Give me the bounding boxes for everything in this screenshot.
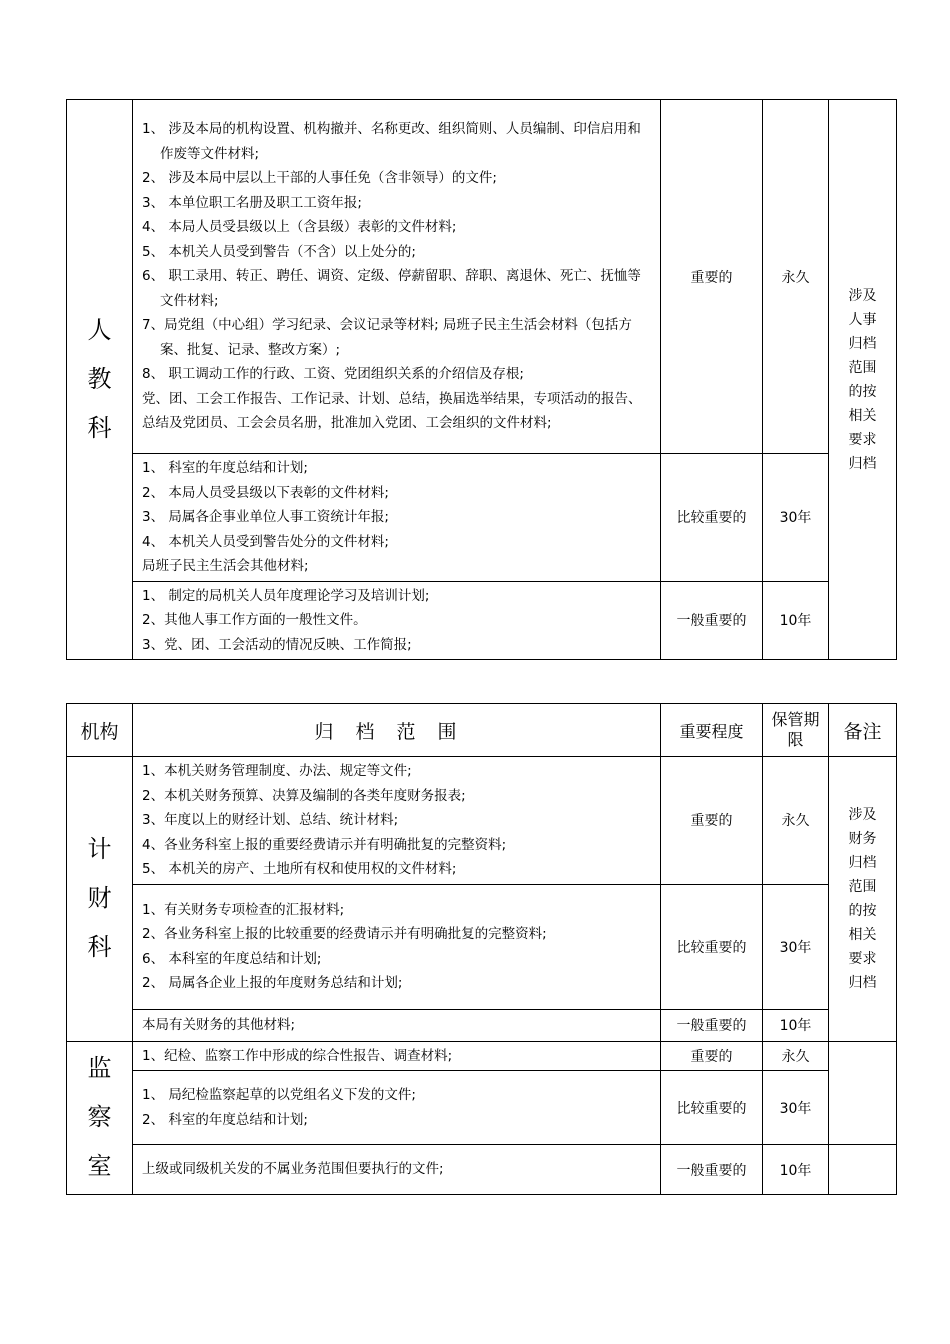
header-retention: 保管期限 — [763, 704, 829, 757]
remark-cell-supervision — [829, 1041, 897, 1145]
list-item: 1、 局纪检监察起草的以党组名义下发的文件; — [142, 1087, 416, 1103]
remark-line: 归档 — [848, 455, 877, 472]
retention-period: 永久 — [763, 1041, 829, 1071]
remark-line: 要求 — [848, 950, 877, 967]
header-scope: 归档范围 — [133, 704, 661, 757]
header-org: 机构 — [67, 704, 133, 757]
list-item: 2、本机关财务预算、决算及编制的各类年度财务报表; — [142, 787, 466, 804]
list-item: 4、各业务科室上报的重要经费请示并有明确批复的完整资料; — [142, 836, 507, 853]
table-row — [67, 1009, 897, 1041]
remark-line: 相关 — [848, 926, 877, 943]
list-item: 2、 本局人员受县级以下表彰的文件材料; — [142, 484, 389, 501]
scope-cell — [133, 1145, 661, 1195]
org-char: 财 — [87, 884, 112, 913]
org-cell-finance — [67, 757, 133, 1042]
list-item: 上级或同级机关发的不属业务范围但要执行的文件; — [142, 1161, 444, 1178]
remark-cell-personnel — [829, 100, 897, 660]
org-char: 察 — [87, 1103, 112, 1132]
list-item: 1、纪检、监察工作中形成的综合性报告、调查材料; — [142, 1047, 453, 1064]
org-char: 监 — [87, 1054, 112, 1083]
retention-period: 30年 — [763, 884, 829, 1009]
importance-level: 重要的 — [661, 100, 763, 454]
list-item: 7、局党组（中心组）学习纪录、会议记录等材料; 局班子民主生活会材料（包括方案、批复、记录、整改方案）; — [142, 317, 632, 358]
list-item: 1、有关财务专项检查的汇报材料; — [142, 901, 345, 918]
scope-cell — [133, 100, 661, 454]
list-item: 2、 科室的年度总结和计划; — [142, 1111, 308, 1128]
remark-line: 的按 — [848, 902, 877, 919]
org-char: 科 — [87, 933, 112, 962]
header-remark: 备注 — [829, 704, 897, 757]
archive-table-personnel — [66, 99, 897, 660]
table-row — [67, 757, 897, 885]
retention-period: 永久 — [763, 100, 829, 454]
remark-line: 人事 — [848, 311, 877, 328]
remark-line: 财务 — [848, 830, 877, 847]
importance-level: 比较重要的 — [661, 1071, 763, 1145]
org-cell-personnel — [67, 100, 133, 660]
remark-line: 范围 — [848, 359, 877, 376]
remark-line: 归档 — [848, 854, 877, 871]
retention-period: 30年 — [763, 1071, 829, 1145]
retention-period: 10年 — [763, 581, 829, 660]
remark-line: 的按 — [848, 383, 877, 400]
importance-level: 重要的 — [661, 757, 763, 885]
list-item: 2、 局属各企业上报的年度财务总结和计划; — [142, 975, 403, 991]
table-row — [67, 581, 897, 660]
list-item: 6、 本科室的年度总结和计划; — [142, 950, 322, 967]
importance-level: 比较重要的 — [661, 884, 763, 1009]
remark-line: 涉及 — [848, 806, 877, 823]
list-item: 1、 科室的年度总结和计划; — [142, 460, 308, 476]
list-item: 2、各业务科室上报的比较重要的经费请示并有明确批复的完整资料; — [142, 926, 547, 942]
org-cell-supervision — [67, 1041, 133, 1195]
list-item: 党、团、工会工作报告、工作记录、计划、总结，换届选举结果，专项活动的报告、总结及党团员、工会会员名册，批准加入党团、工会组织的文件材料; — [142, 390, 642, 432]
list-item: 3、 局属各企事业单位人事工资统计年报; — [142, 509, 389, 525]
table-header-row — [67, 704, 897, 757]
org-char: 教 — [87, 365, 112, 393]
table-row — [67, 454, 897, 582]
list-item: 3、 本单位职工名册及职工工资年报; — [142, 194, 362, 211]
list-item: 3、年度以上的财经计划、总结、统计材料; — [142, 812, 399, 828]
list-item: 1、本机关财务管理制度、办法、规定等文件; — [142, 763, 412, 779]
list-item: 8、 职工调动工作的行政、工资、党团组织关系的介绍信及存根; — [142, 366, 524, 383]
list-item: 5、 本机关的房产、土地所有权和使用权的文件材料; — [142, 861, 457, 877]
list-item: 1、 涉及本局的机构设置、机构撤并、名称更改、组织简则、人员编制、印信启用和作废等文件材料; — [142, 121, 641, 162]
remark-line: 要求 — [848, 431, 877, 448]
table-row — [67, 1041, 897, 1071]
list-item: 局班子民主生活会其他材料; — [142, 558, 309, 574]
org-char: 室 — [87, 1152, 112, 1181]
list-item: 1、 制定的局机关人员年度理论学习及培训计划; — [142, 587, 430, 604]
list-item: 6、 职工录用、转正、聘任、调资、定级、停薪留职、辞职、离退休、死亡、抚恤等文件材料; — [142, 268, 641, 309]
retention-period: 永久 — [763, 757, 829, 885]
scope-cell — [133, 757, 661, 885]
importance-level: 重要的 — [661, 1041, 763, 1071]
table-row — [67, 884, 897, 1009]
header-importance: 重要程度 — [661, 704, 763, 757]
importance-level: 一般重要的 — [661, 1009, 763, 1041]
importance-level: 一般重要的 — [661, 1145, 763, 1195]
remark-line: 范围 — [848, 878, 877, 895]
scope-cell — [133, 884, 661, 1009]
scope-cell — [133, 454, 661, 582]
remark-line: 涉及 — [848, 287, 877, 304]
retention-period: 10年 — [763, 1009, 829, 1041]
list-item: 2、 涉及本局中层以上干部的人事任免（含非领导）的文件; — [142, 170, 497, 187]
org-char: 计 — [87, 835, 112, 864]
list-item: 4、 本局人员受县级以上（含县级）表彰的文件材料; — [142, 219, 457, 236]
scope-cell — [133, 1009, 661, 1041]
archive-table-finance-supervision — [66, 703, 897, 1195]
remark-line: 归档 — [848, 335, 877, 352]
list-item: 3、党、团、工会活动的情况反映、工作简报; — [142, 636, 412, 653]
importance-level: 一般重要的 — [661, 581, 763, 660]
retention-period: 10年 — [763, 1145, 829, 1195]
list-item: 4、 本机关人员受到警告处分的文件材料; — [142, 533, 389, 550]
remark-cell-finance — [829, 757, 897, 1042]
scope-cell — [133, 1041, 661, 1071]
list-item: 本局有关财务的其他材料; — [142, 1016, 296, 1033]
scope-cell — [133, 581, 661, 660]
list-item: 5、 本机关人员受到警告（不含）以上处分的; — [142, 243, 416, 260]
remark-line: 相关 — [848, 407, 877, 424]
org-char: 科 — [87, 414, 112, 442]
retention-period: 30年 — [763, 454, 829, 582]
remark-line: 归档 — [848, 974, 877, 991]
remark-cell-empty — [829, 1145, 897, 1195]
table-row — [67, 1071, 897, 1145]
list-item: 2、其他人事工作方面的一般性文件。 — [142, 612, 367, 628]
scope-cell — [133, 1071, 661, 1145]
importance-level: 比较重要的 — [661, 454, 763, 582]
table-row — [67, 1145, 897, 1195]
table-row — [67, 100, 897, 454]
org-char: 人 — [87, 316, 112, 344]
